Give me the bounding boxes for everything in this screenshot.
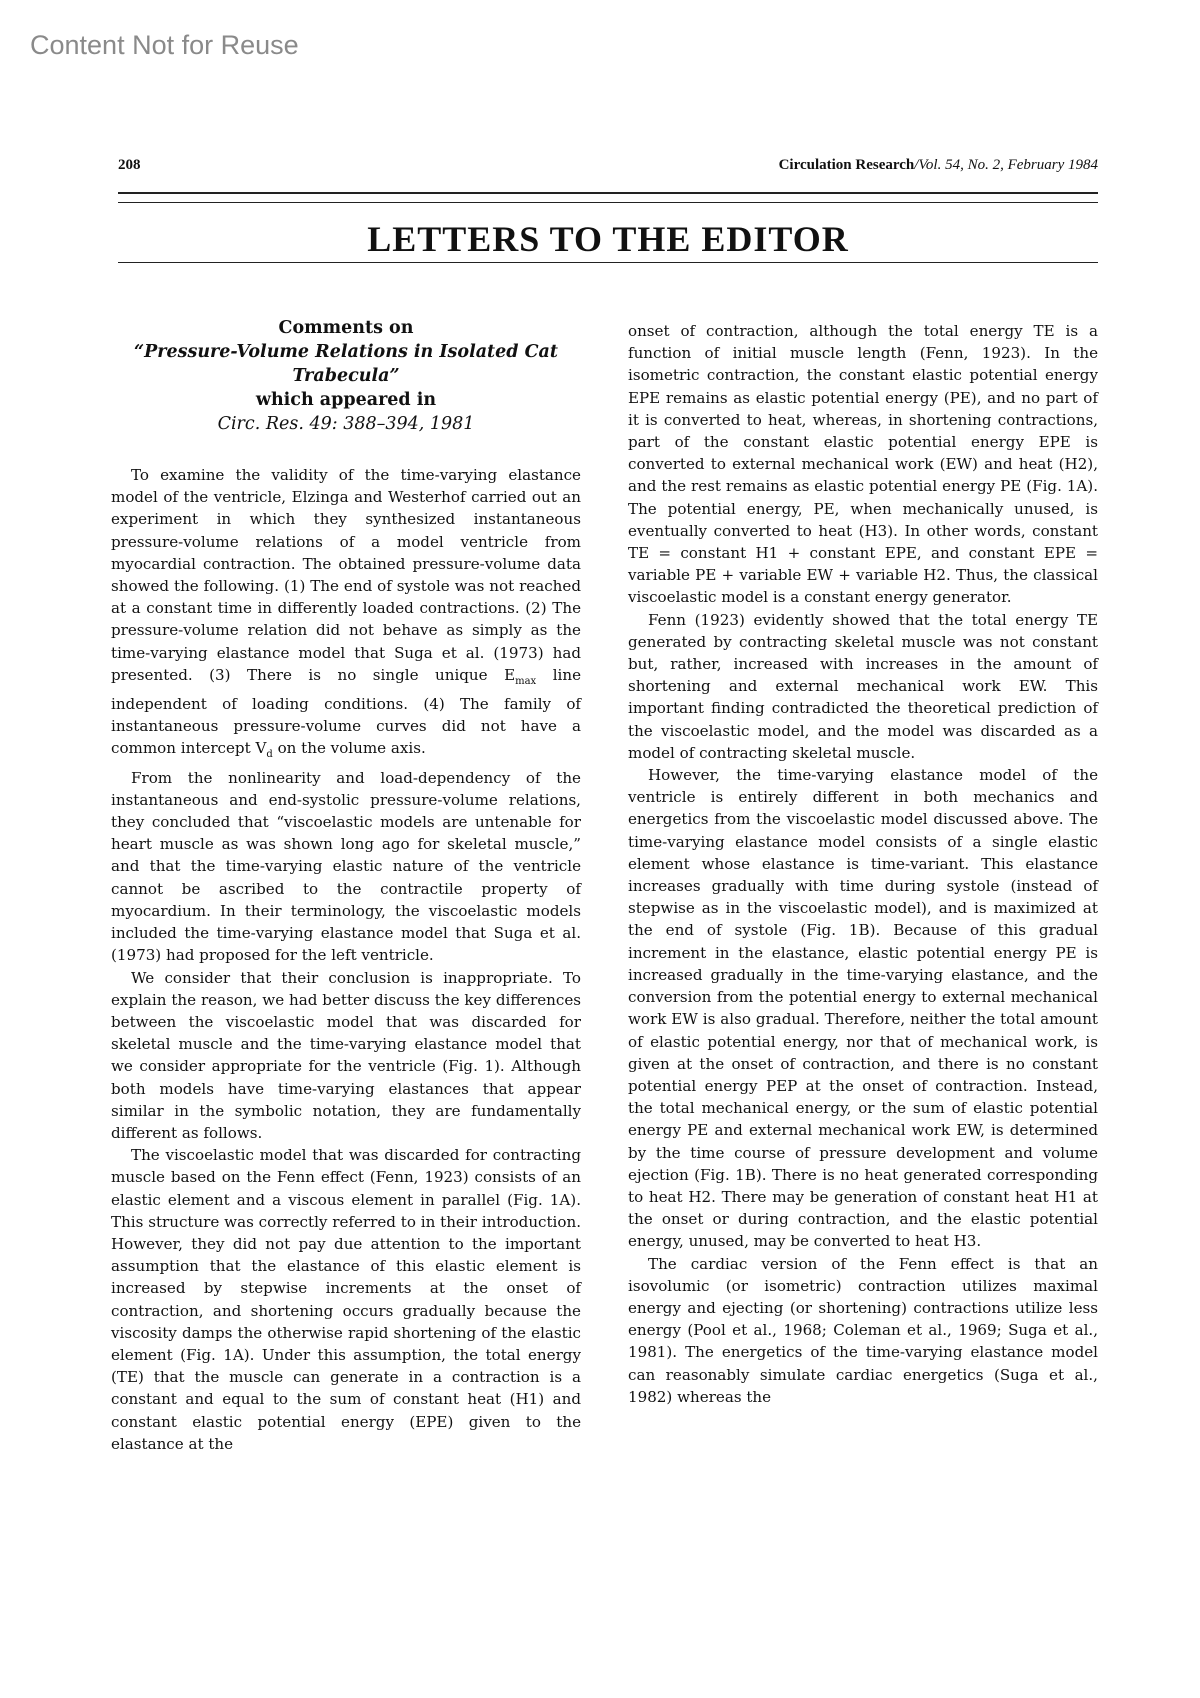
- heading-line-1: Comments on: [278, 318, 414, 338]
- journal-volume: /Vol. 54, No. 2, February 1984: [914, 157, 1098, 173]
- article-heading: [111, 316, 581, 436]
- journal-name: Circulation Research: [778, 157, 915, 173]
- title-bottom-rule: [118, 262, 1098, 263]
- top-rule: [118, 192, 1098, 194]
- paragraph-text: To examine the validity of the time-varying elastance model of the ventricle, Elzinga and Westerhof carried out an experiment in which they synthesized instantaneous pressure-volume relations of a model ventricle from myocardial contraction. The obtained pressure-volume data showed the following. (1) The end of systole was not reached at a constant time in differently loaded contractions. (2) The pressure-volume relation did not behave as simply as the time-varying elastance model that Suga et al. (1973) had presented. (3) There is no single unique E: [111, 466, 581, 684]
- left-column: [111, 318, 581, 1455]
- paragraph: The cardiac version of the Fenn effect is that an isovolumic (or isometric) contraction utilizes maximal energy and ejecting (or shortening) contractions utilize less energy (Pool et al., 1968; Coleman et al., 1969; Suga et al., 1981). The energetics of the time-varying elastance model can reasonably simulate cardiac energetics (Suga et al., 1982) whereas the: [628, 1254, 1098, 1406]
- subscript-d: d: [266, 749, 273, 761]
- heading-article-title: “Pressure-Volume Relations in Isolated Cat Trabecula”: [134, 342, 558, 386]
- paragraph: The viscoelastic model that was discarded for contracting muscle based on the Fenn effect (Fenn, 1923) consists of an elastic element and a viscous element in parallel (Fig. 1A). This structure was correctly referred to in their introduction. However, they did not pay due attention to the important assumption that the elastance of this elastic element is increased by stepwise increments at the onset of contraction, and shortening occurs gradually because the viscosity damps the otherwise rapid shortening of the elastic element (Fig. 1A). Under this assumption, the total energy (TE) that the muscle can generate in a contraction is a constant and equal to the sum of constant heat (H1) and constant elastic potential energy (EPE) given to the elastance at the: [111, 1146, 581, 1453]
- paragraph: Fenn (1923) evidently showed that the total energy TE generated by contracting skeletal muscle was not constant but, rather, increased with increases in the amount of shortening and external mechanical work EW. This important finding contradicted the theoretical prediction of the viscoelastic model, and the model was discarded as a model of contracting skeletal muscle.: [628, 610, 1098, 762]
- paragraph: From the nonlinearity and load-dependency of the instantaneous and end-systolic pressure-volume relations, they concluded that “viscoelastic models are untenable for heart muscle as was shown long ago for skeletal muscle,” and that the time-varying elastic nature of the ventricle cannot be ascribed to the contractile property of myocardium. In their terminology, the viscoelastic models included the time-varying elastance model that Suga et al. (1973) had proposed for the left ventricle.: [111, 768, 581, 965]
- paragraph: onset of contraction, although the total energy TE is a function of initial muscle length (Fenn, 1923). In the isometric contraction, the constant elastic potential energy EPE remains as elastic potential energy (PE), and no part of it is converted to heat, whereas, in shortening contractions, part of the constant elastic potential energy EPE is converted to external mechanical work (EW) and heat (H2), and the rest remains as elastic potential energy PE (Fig. 1A). The potential energy, PE, when mechanically unused, is eventually converted to heat (H3). In other words, constant TE = constant H1 + constant EPE, and constant EPE = variable PE + variable EW + variable H2. Thus, the classical viscoelastic model is a constant energy generator.: [628, 322, 1098, 607]
- journal-citation: [779, 157, 1098, 174]
- paragraph: We consider that their conclusion is inappropriate. To explain the reason, we had better discuss the key differences between the viscoelastic model that was discarded for skeletal muscle and the time-varying elastance model that we consider appropriate for the ventricle (Fig. 1). Although both models have time-varying elastances that appear similar in the symbolic notation, they are fundamentally different as follows.: [111, 968, 581, 1142]
- paragraph: [111, 464, 581, 767]
- heading-citation: Circ. Res. 49: 388–394, 1981: [217, 414, 475, 434]
- watermark: Content Not for Reuse: [30, 30, 299, 60]
- page-number: 208: [118, 157, 141, 173]
- section-title: LETTERS TO THE EDITOR: [367, 219, 849, 259]
- paragraph-text: on the volume axis.: [272, 739, 426, 758]
- heading-line-3: which appeared in: [255, 390, 437, 410]
- paragraph: However, the time-varying elastance model of the ventricle is entirely different in both mechanics and energetics from the viscoelastic model discussed above. The time-varying elastance model consists of a single elastic element whose elastance is time-variant. This elastance increases gradually with time during systole (instead of stepwise as in the viscoelastic model), and is maximized at the end of systole (Fig. 1B). Because of this gradual increment in the elastance, elastic potential energy PE is increased gradually in the time-varying elastance, and the conversion from the potential energy to external mechanical work EW is also gradual. Therefore, neither the total amount of elastic potential energy, nor that of mechanical work, is given at the onset of contraction, and there is no constant potential energy PEP at the onset of contraction. Instead, the total mechanical energy, or the sum of elastic potential energy PE and external mechanical work EW, is determined by the time course of pressure development and volume ejection (Fig. 1B). There is no heat generated corresponding to heat H2. There may be generation of constant heat H1 at the onset or during contraction, and the elastic potential energy, unused, may be converted to heat H3.: [628, 766, 1098, 1251]
- running-head: [118, 157, 1098, 179]
- top-rule-double: [118, 202, 1098, 203]
- paragraph-text: line independent of loading conditions. (4) The family of instantaneous pressure-volume curves did not have a common intercept V: [111, 665, 582, 758]
- subscript-max: max: [515, 675, 537, 687]
- right-column: [628, 320, 1098, 1408]
